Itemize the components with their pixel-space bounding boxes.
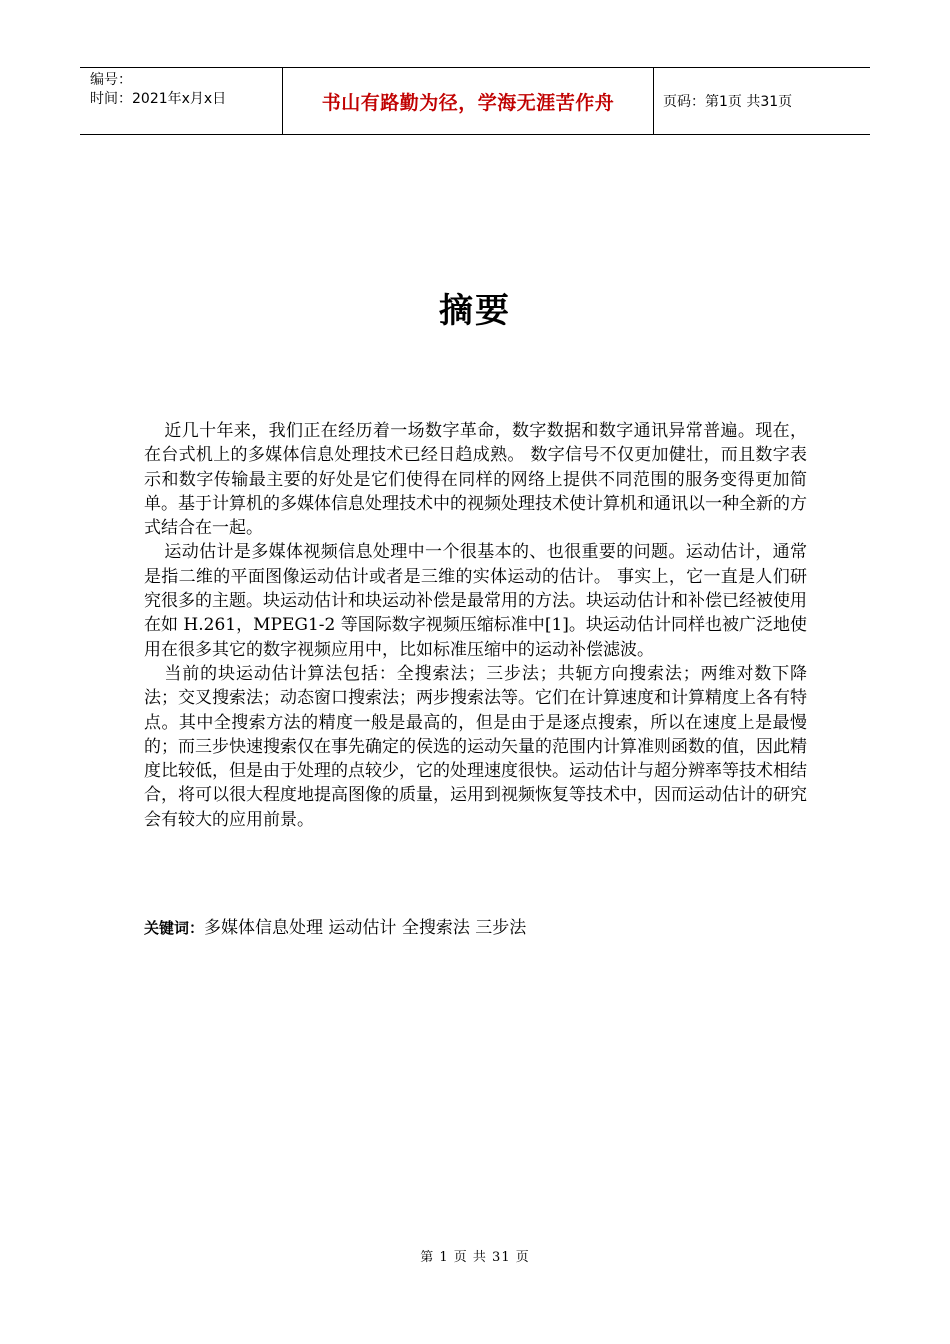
page-footer: 第 1 页 共 31 页 (420, 1250, 530, 1265)
header-time-label: 时间：2021年x月x日 (90, 91, 227, 107)
abstract-paragraph: 运动估计是多媒体视频信息处理中一个很基本的、也很重要的问题。运动估计，通常是指二维的平面图像运动估计或者是三维的实体运动的估计。 事实上，它一直是人们研究很多的主题。块运动估计和块运动补偿是最常用的方法。块运动估计和补偿已经被使用在如 H.261，MPEG1-2 等国际数字视频压缩标准中[1]。块运动估计同样也被广泛地使用在很多其它的数字视频应用中，比如标准压缩中的运动补偿滤波。 (144, 542, 807, 660)
header-number-label: 编号： (90, 72, 132, 88)
abstract-body (144, 419, 807, 832)
abstract-paragraph: 近几十年来，我们正在经历着一场数字革命，数字数据和数字通讯异常普遍。现在，在台式机上的多媒体信息处理技术已经日趋成熟。 数字信号不仅更加健壮，而且数字表示和数字传输最主要的好处是它们使得在同样的网络上提供不同范围的服务变得更加简单。基于计算机的多媒体信息处理技术中的视频处理技术使计算机和通讯以一种全新的方式结合在一起。 (144, 421, 807, 539)
document-header (80, 67, 870, 135)
header-motto-cell (282, 68, 654, 134)
abstract-paragraph: 当前的块运动估计算法包括：全搜索法；三步法；共轭方向搜索法；两维对数下降法；交叉搜索法；动态窗口搜索法；两步搜索法等。它们在计算速度和计算精度上各有特点。其中全搜索方法的精度一般是最高的，但是由于是逐点搜索，所以在速度上是最慢的；而三步快速搜索仅在事先确定的侯选的运动矢量的范围内计算准则函数的值，因此精度比较低，但是由于处理的点较少，它的处理速度很快。运动估计与超分辨率等技术相结合，将可以很大程度地提高图像的质量，运用到视频恢复等技术中，因而运动估计的研究会有较大的应用前景。 (144, 663, 807, 830)
keywords-label: 关键词： (144, 919, 205, 937)
header-meta (80, 68, 282, 134)
header-page-info: 页码：第1页 共31页 (663, 94, 793, 110)
header-motto: 书山有路勤为径，学海无涯苦作舟 (321, 91, 615, 114)
header-page-cell (654, 68, 870, 134)
page-title: 摘要 (439, 291, 511, 331)
keywords-text: 多媒体信息处理 运动估计 全搜索法 三步法 (204, 918, 527, 938)
keywords-line (144, 916, 807, 940)
